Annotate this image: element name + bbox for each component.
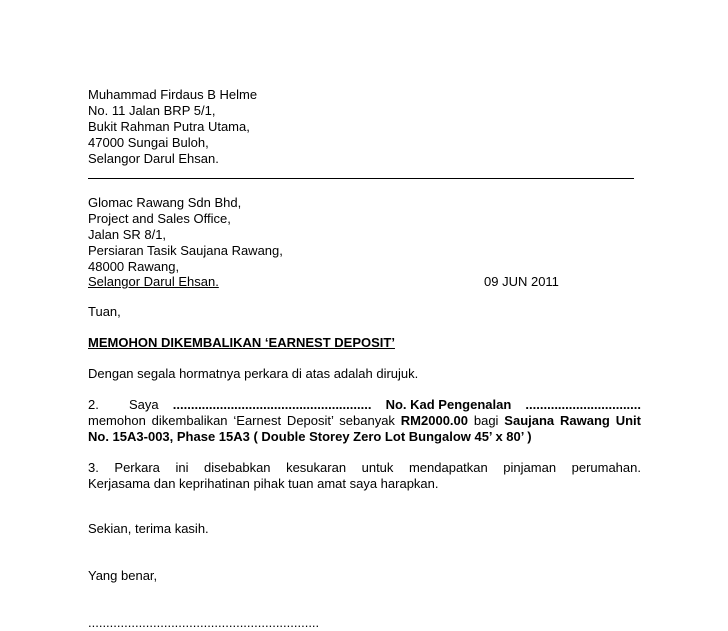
- divider-line: [88, 178, 634, 179]
- letter-date: 09 JUN 2011: [484, 274, 559, 289]
- intro-paragraph: Dengan segala hormatnya perkara di atas adalah dirujuk.: [88, 366, 419, 381]
- sender-address-line-2: Bukit Rahman Putra Utama,: [88, 119, 250, 134]
- paragraph-2-line-2: [88, 413, 641, 429]
- sender-address-line-4: Selangor Darul Ehsan.: [88, 151, 219, 166]
- paragraph-2-text-bagi: bagi: [468, 413, 505, 428]
- recipient-state: Selangor Darul Ehsan.: [88, 274, 219, 289]
- project-name-part-2: No. 15A3-003, Phase 15A3 ( Double Storey Zero Lot Bungalow 45’ x 80’ ): [88, 429, 532, 444]
- project-name-part-1: Saujana Rawang Unit: [504, 413, 641, 428]
- recipient-address-line-4: 48000 Rawang,: [88, 259, 180, 274]
- paragraph-3-line-2: Kerjasama dan keprihatinan pihak tuan amat saya harapkan.: [88, 476, 439, 491]
- ic-label: No. Kad Pengenalan: [385, 397, 512, 412]
- name-blank: .......................................................: [172, 397, 372, 412]
- sender-name: Muhammad Firdaus B Helme: [88, 87, 258, 102]
- paragraph-2-number: 2.: [88, 397, 99, 412]
- paragraph-3-line-1: 3. Perkara ini disebabkan kesukaran untuk mendapatkan pinjaman perumahan.: [88, 460, 641, 475]
- recipient-address-line-2: Jalan SR 8/1,: [88, 227, 167, 242]
- signature-line: ................................................................: [88, 615, 320, 630]
- signoff: Yang benar,: [88, 568, 158, 583]
- deposit-amount: RM2000.00: [400, 413, 468, 428]
- saya-label: Saya: [129, 397, 159, 412]
- closing: Sekian, terima kasih.: [88, 521, 209, 536]
- sender-address-line-3: 47000 Sungai Buloh,: [88, 135, 209, 150]
- recipient-company: Glomac Rawang Sdn Bhd,: [88, 195, 242, 210]
- recipient-address-line-3: Persiaran Tasik Saujana Rawang,: [88, 243, 283, 258]
- salutation: Tuan,: [88, 304, 121, 319]
- sender-address-line-1: No. 11 Jalan BRP 5/1,: [88, 103, 216, 118]
- ic-blank: ................................: [525, 397, 641, 412]
- paragraph-2-line-1: [88, 397, 641, 413]
- recipient-address-line-1: Project and Sales Office,: [88, 211, 231, 226]
- subject-heading: MEMOHON DIKEMBALIKAN ‘EARNEST DEPOSIT’: [88, 335, 395, 350]
- paragraph-2-text: memohon dikembalikan ‘Earnest Deposit’ sebanyak: [88, 413, 401, 428]
